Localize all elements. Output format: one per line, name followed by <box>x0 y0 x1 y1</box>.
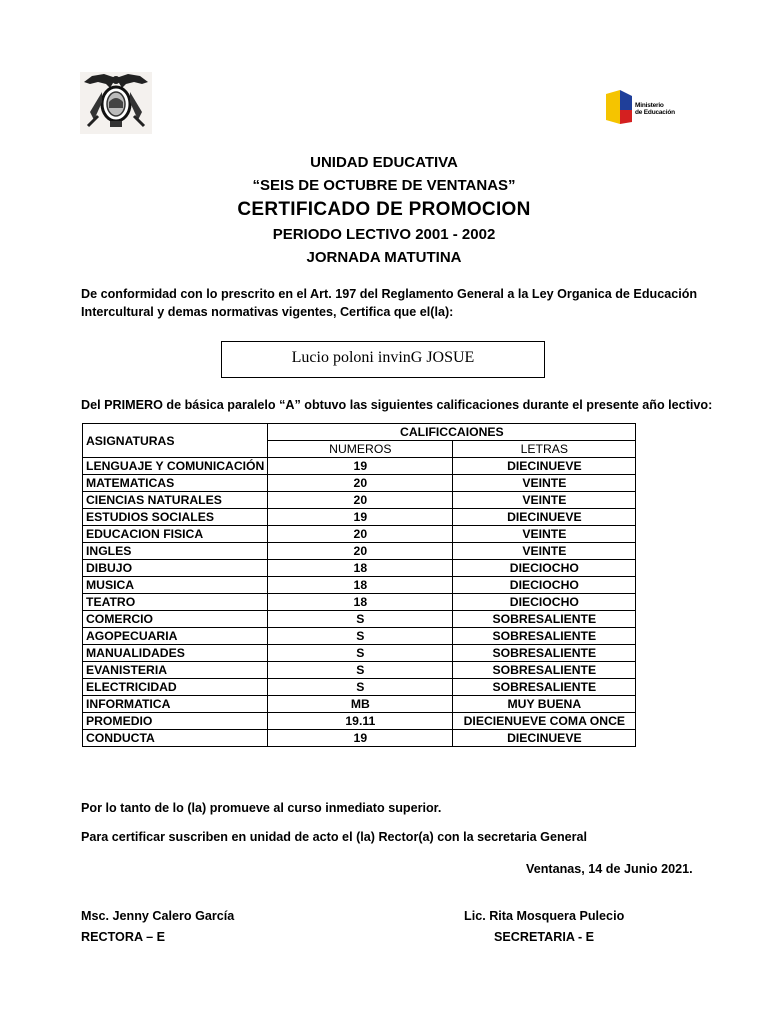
letter-grade-cell: VEINTE <box>453 475 636 492</box>
numeric-grade-cell: S <box>268 611 453 628</box>
grade-row <box>83 577 636 594</box>
grades-table-body <box>83 458 636 747</box>
subject-cell: TEATRO <box>83 594 268 611</box>
numeric-grade-cell: 20 <box>268 526 453 543</box>
letter-grade-cell: DIECINUEVE <box>453 730 636 747</box>
grade-row <box>83 526 636 543</box>
school-label: UNIDAD EDUCATIVA <box>310 154 458 171</box>
student-name: Lucio poloni invinG JOSUE <box>291 349 475 366</box>
letter-grade-cell: DIECINUEVE <box>453 509 636 526</box>
letter-grade-cell: DIECINUEVE <box>453 458 636 475</box>
promotion-statement: Por lo tanto de lo (la) promueve al curso inmediato superior. <box>81 801 442 815</box>
letter-grade-cell: MUY BUENA <box>453 696 636 713</box>
grade-row <box>83 611 636 628</box>
grade-row <box>83 492 636 509</box>
subject-cell: MANUALIDADES <box>83 645 268 662</box>
letter-grade-cell: SOBRESALIENTE <box>453 611 636 628</box>
grades-table <box>82 423 636 747</box>
coat-of-arms-logo <box>80 72 152 134</box>
intro-paragraph: De conformidad con lo prescrito en el Art. 197 del Reglamento General a la Ley Organica de Educación Intercultural y demas normativas vigentes, Certifica que el(la): <box>81 287 698 319</box>
grade-row <box>83 594 636 611</box>
subject-cell: ESTUDIOS SOCIALES <box>83 509 268 526</box>
letter-grade-cell: DIECIOCHO <box>453 577 636 594</box>
grade-row <box>83 696 636 713</box>
header-subjects: ASIGNATURAS <box>83 424 268 458</box>
numeric-grade-cell: 18 <box>268 577 453 594</box>
numeric-grade-cell: 20 <box>268 492 453 509</box>
numeric-grade-cell: S <box>268 679 453 696</box>
place-and-date: Ventanas, 14 de Junio 2021. <box>526 862 693 876</box>
numeric-grade-cell: S <box>268 645 453 662</box>
numeric-grade-cell: 20 <box>268 543 453 560</box>
letter-grade-cell: DIECIENUEVE COMA ONCE <box>453 713 636 730</box>
subject-cell: CIENCIAS NATURALES <box>83 492 268 509</box>
letter-grade-cell: DIECIOCHO <box>453 594 636 611</box>
ministry-logo-line-2: de Educación <box>635 109 675 116</box>
subject-cell: ELECTRICIDAD <box>83 679 268 696</box>
numeric-grade-cell: 19.11 <box>268 713 453 730</box>
ministry-logo-text <box>635 102 675 116</box>
letter-grade-cell: VEINTE <box>453 492 636 509</box>
subject-cell: LENGUAJE Y COMUNICACIÓN <box>83 458 268 475</box>
subject-cell: DIBUJO <box>83 560 268 577</box>
ministry-logo-line-1: Ministerio <box>635 102 664 109</box>
rector-name: Msc. Jenny Calero García <box>81 909 235 923</box>
rector-role: RECTORA – E <box>81 930 165 944</box>
grade-row <box>83 713 636 730</box>
school-period: PERIODO LECTIVO 2001 - 2002 <box>272 226 496 243</box>
subject-cell: MATEMATICAS <box>83 475 268 492</box>
letter-grade-cell: SOBRESALIENTE <box>453 662 636 679</box>
numeric-grade-cell: S <box>268 628 453 645</box>
ministry-of-education-logo <box>604 88 684 128</box>
header-numbers: NUMEROS <box>268 441 453 458</box>
subject-cell: EDUCACION FISICA <box>83 526 268 543</box>
letter-grade-cell: SOBRESALIENTE <box>453 645 636 662</box>
grades-intro: Del PRIMERO de básica paralelo “A” obtuvo las siguientes calificaciones durante el presente año lectivo: <box>81 398 713 412</box>
subject-cell: CONDUCTA <box>83 730 268 747</box>
certification-statement: Para certificar suscriben en unidad de acto el (la) Rector(a) con la secretaria General <box>81 830 588 844</box>
student-name-box <box>221 341 545 378</box>
numeric-grade-cell: S <box>268 662 453 679</box>
subject-cell: INFORMATICA <box>83 696 268 713</box>
subject-cell: MUSICA <box>83 577 268 594</box>
numeric-grade-cell: 18 <box>268 560 453 577</box>
subject-cell: COMERCIO <box>83 611 268 628</box>
grade-row <box>83 509 636 526</box>
grade-row <box>83 730 636 747</box>
grade-row <box>83 628 636 645</box>
numeric-grade-cell: MB <box>268 696 453 713</box>
letter-grade-cell: SOBRESALIENTE <box>453 679 636 696</box>
letter-grade-cell: SOBRESALIENTE <box>453 628 636 645</box>
numeric-grade-cell: 19 <box>268 458 453 475</box>
letter-grade-cell: DIECIOCHO <box>453 560 636 577</box>
school-name: “SEIS DE OCTUBRE DE VENTANAS” <box>252 177 516 194</box>
header-letters: LETRAS <box>453 441 636 458</box>
grade-row <box>83 458 636 475</box>
numeric-grade-cell: 19 <box>268 509 453 526</box>
grade-row <box>83 543 636 560</box>
certificate-title: CERTIFICADO DE PROMOCION <box>237 199 531 220</box>
numeric-grade-cell: 20 <box>268 475 453 492</box>
letter-grade-cell: VEINTE <box>453 526 636 543</box>
grade-row <box>83 475 636 492</box>
grade-row <box>83 662 636 679</box>
numeric-grade-cell: 19 <box>268 730 453 747</box>
grade-row <box>83 679 636 696</box>
header-grades-group: CALIFICCAIONES <box>268 424 636 441</box>
secretary-name: Lic. Rita Mosquera Pulecio <box>464 909 625 923</box>
grade-row <box>83 645 636 662</box>
subject-cell: EVANISTERIA <box>83 662 268 679</box>
subject-cell: AGOPECUARIA <box>83 628 268 645</box>
subject-cell: PROMEDIO <box>83 713 268 730</box>
grade-row <box>83 560 636 577</box>
subject-cell: INGLES <box>83 543 268 560</box>
letter-grade-cell: VEINTE <box>453 543 636 560</box>
secretary-role: SECRETARIA - E <box>494 930 595 944</box>
school-shift: JORNADA MATUTINA <box>306 249 462 266</box>
numeric-grade-cell: 18 <box>268 594 453 611</box>
